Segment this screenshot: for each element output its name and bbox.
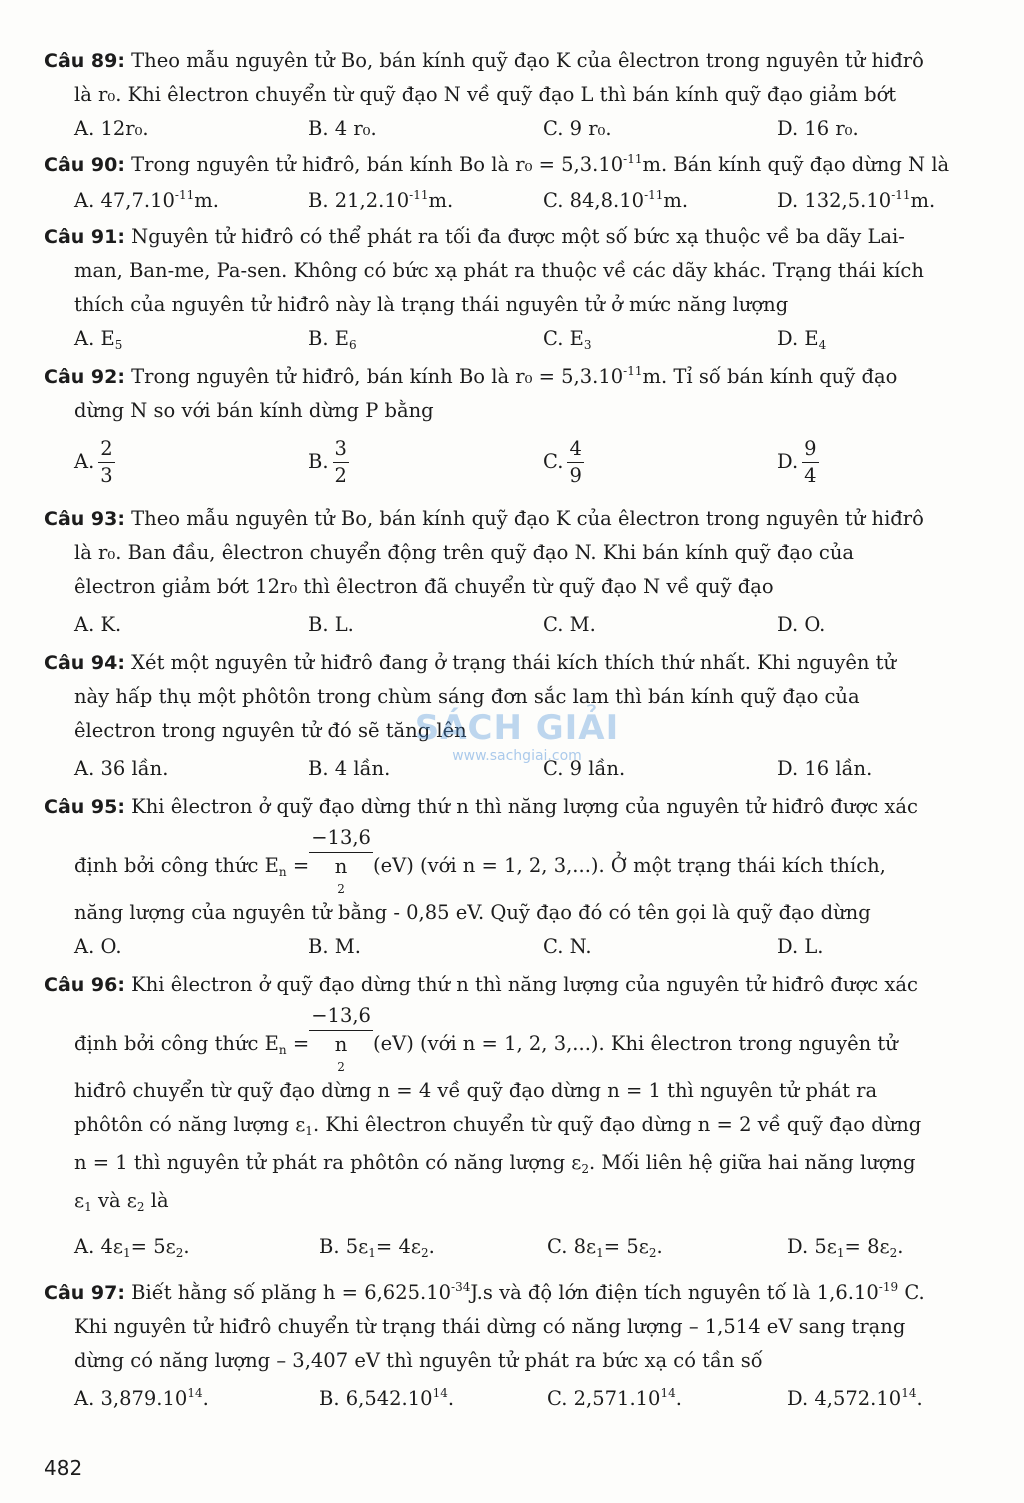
question-94	[44, 646, 989, 748]
question-text: dừng N so với bán kính dừng P bằng	[74, 399, 434, 422]
energy-fraction: −13,6 n $^2$	[311, 1004, 371, 1074]
option-a[interactable]: A. $47,7.10^{-11}m$.	[74, 188, 219, 212]
option-c[interactable]: C. N.	[543, 935, 592, 958]
question-89	[44, 44, 989, 112]
question-text: êlectron trong nguyên tử đó sẽ tăng lên	[74, 719, 467, 742]
question-text: êlectron giảm bớt 12r₀ thì êlectron đã chuyển từ quỹ đạo N về quỹ đạo	[74, 575, 774, 598]
option-d[interactable]: D. 4,572.10$^{14}$.	[787, 1386, 923, 1410]
option-b[interactable]: B. 6,542.10$^{14}$.	[319, 1386, 455, 1410]
question-text: man, Ban-me, Pa-sen. Không có bức xạ phát ra thuộc về các dãy khác. Trạng thái kích	[74, 259, 924, 282]
question-91	[44, 220, 989, 322]
watermark-logo: SÁCH GIẢI	[414, 708, 620, 748]
exponent: -11	[623, 152, 643, 166]
option-a[interactable]: A. $E_5$	[74, 327, 123, 352]
option-a[interactable]: A. $\frac{2}{3}$	[74, 437, 113, 487]
question-text: Theo mẫu nguyên tử Bo, bán kính quỹ đạo K của êlectron trong nguyên tử hiđrô	[124, 49, 924, 72]
energy-symbol: $E_n$	[264, 854, 287, 879]
question-text: là r₀. Khi êlectron chuyển từ quỹ đạo N về quỹ đạo L thì bán kính quỹ đạo giảm bớt	[74, 83, 897, 106]
option-a[interactable]: A. 36 lần.	[74, 757, 169, 780]
question-text: Trong nguyên tử hiđrô, bán kính Bo là r₀ = 5,3.10	[124, 153, 624, 176]
option-c[interactable]: C. $\frac{4}{9}$	[543, 437, 582, 487]
option-a[interactable]: A. O.	[74, 935, 122, 958]
option-b[interactable]: B. $E_6$	[308, 327, 357, 352]
question-text: Khi nguyên tử hiđrô chuyển từ trạng thái dừng có năng lượng – 1,514 eV sang trạng	[74, 1315, 906, 1338]
option-a[interactable]: A. K.	[74, 613, 122, 636]
option-c[interactable]: C. $E_3$	[543, 327, 592, 352]
option-c[interactable]: C. M.	[543, 613, 596, 636]
option-d[interactable]: D. $5\varepsilon_1= 8\varepsilon_2$.	[787, 1235, 904, 1260]
question-text: thích của nguyên tử hiđrô này là trạng thái nguyên tử ở mức năng lượng	[74, 293, 789, 316]
question-text: m. Tỉ số bán kính quỹ đạo	[642, 365, 898, 388]
formula-line: định bởi công thức $E_n$ = −13,6 n $^2$ (eV) (với n = 1, 2, 3,...). Khi êlectron trong nguyên tử	[44, 1002, 989, 1066]
options-96	[74, 1230, 989, 1264]
option-d[interactable]: D. L.	[777, 935, 824, 958]
question-label: Câu 94:	[44, 652, 125, 674]
formula-line: định bởi công thức $E_n$ = −13,6 n $^2$ (eV) (với n = 1, 2, 3,...). Ở một trạng thái kích thích,	[44, 824, 989, 888]
question-92	[44, 360, 989, 428]
question-text: Khi êlectron ở quỹ đạo dừng thứ n thì năng lượng của nguyên tử hiđrô được xác	[124, 795, 918, 818]
option-d[interactable]: D. 16 lần.	[777, 757, 873, 780]
question-text: m. Bán kính quỹ đạo dừng N là	[642, 153, 950, 176]
question-text: hiđrô chuyển từ quỹ đạo dừng n = 4 về quỹ đạo dừng n = 1 thì nguyên tử phát ra	[74, 1079, 878, 1102]
page-number: 482	[44, 1456, 83, 1480]
watermark-url: www.sachgiai.com	[452, 748, 582, 764]
option-b[interactable]: B. $\frac{3}{2}$	[308, 437, 347, 487]
question-label: Câu 89:	[44, 50, 125, 72]
energy-symbol: $E_n$	[264, 1032, 287, 1057]
option-b[interactable]: B. $21,2.10^{-11}m$.	[308, 188, 454, 212]
question-label: Câu 97:	[44, 1282, 125, 1304]
option-c[interactable]: C. $84,8.10^{-11}m$.	[543, 188, 689, 212]
question-label: Câu 91:	[44, 226, 125, 248]
option-b[interactable]: B. M.	[308, 935, 361, 958]
question-text: C.	[898, 1281, 925, 1304]
question-text: J.s và độ lớn điện tích nguyên tố là 1,6.10	[470, 1281, 879, 1304]
option-c[interactable]: C. 2,571.10$^{14}$.	[547, 1386, 682, 1410]
option-d[interactable]: D. $\frac{9}{4}$	[777, 437, 817, 487]
option-d[interactable]: D. O.	[777, 613, 826, 636]
question-text: Trong nguyên tử hiđrô, bán kính Bo là r₀ = 5,3.10	[124, 365, 624, 388]
question-text: là r₀. Ban đầu, êlectron chuyển động trên quỹ đạo N. Khi bán kính quỹ đạo của	[74, 541, 855, 564]
question-label: Câu 92:	[44, 366, 125, 388]
question-label: Câu 93:	[44, 508, 125, 530]
options-90	[74, 184, 989, 218]
option-a[interactable]: A. 3,879.10$^{14}$.	[74, 1386, 209, 1410]
question-96	[44, 968, 989, 1218]
options-91	[74, 322, 989, 356]
options-94	[74, 752, 989, 786]
question-text: Theo mẫu nguyên tử Bo, bán kính quỹ đạo K của êlectron trong nguyên tử hiđrô	[124, 507, 924, 530]
question-text: này hấp thụ một phôtôn trong chùm sáng đơn sắc lam thì bán kính quỹ đạo của	[74, 685, 860, 708]
question-text: Khi êlectron ở quỹ đạo dừng thứ n thì năng lượng của nguyên tử hiđrô được xác	[124, 973, 918, 996]
question-text: năng lượng của nguyên tử bằng - 0,85 eV. Quỹ đạo đó có tên gọi là quỹ đạo dừng	[74, 901, 871, 924]
options-97	[74, 1382, 989, 1416]
option-d[interactable]: D. 16 r₀.	[777, 117, 859, 140]
option-a[interactable]: A. $4\varepsilon_1= 5\varepsilon_2$.	[74, 1235, 190, 1260]
question-label: Câu 90:	[44, 154, 125, 176]
question-text: Nguyên tử hiđrô có thể phát ra tối đa được một số bức xạ thuộc về ba dãy Lai-	[124, 225, 905, 248]
question-label: Câu 96:	[44, 974, 125, 996]
energy-fraction: −13,6 n $^2$	[311, 826, 371, 896]
question-label: Câu 95:	[44, 796, 125, 818]
question-95	[44, 790, 989, 930]
question-93	[44, 502, 989, 604]
question-text: n = 1 thì nguyên tử phát ra phôtôn có năng lượng $\varepsilon_2$. Mối liên hệ giữa hai năng lượng	[74, 1151, 916, 1176]
options-89	[74, 112, 989, 146]
question-text: $\varepsilon_1$ và $\varepsilon_2$ là	[74, 1189, 169, 1214]
options-93	[74, 608, 989, 642]
question-text: Biết hằng số plăng h = 6,625.10	[124, 1281, 452, 1304]
question-97	[44, 1276, 989, 1378]
exponent: -19	[878, 1280, 899, 1294]
options-92	[74, 434, 989, 490]
question-text: dừng có năng lượng – 3,407 eV thì nguyên tử phát ra bức xạ có tần số	[74, 1349, 763, 1372]
option-b[interactable]: B. $5\varepsilon_1= 4\varepsilon_2$.	[319, 1235, 435, 1260]
option-b[interactable]: B. 4 r₀.	[308, 117, 377, 140]
option-c[interactable]: C. 9 r₀.	[543, 117, 612, 140]
exponent: -34	[451, 1280, 471, 1294]
option-c[interactable]: C. $8\varepsilon_1= 5\varepsilon_2$.	[547, 1235, 663, 1260]
question-90	[44, 148, 989, 182]
option-d[interactable]: D. $E_4$	[777, 327, 827, 352]
option-d[interactable]: D. $132,5.10^{-11}m$.	[777, 188, 936, 212]
option-b[interactable]: B. L.	[308, 613, 354, 636]
question-text: Xét một nguyên tử hiđrô đang ở trạng thái kích thích thứ nhất. Khi nguyên tử	[124, 651, 897, 674]
option-b[interactable]: B. 4 lần.	[308, 757, 391, 780]
question-text: phôtôn có năng lượng $\varepsilon_1$. Khi êlectron chuyển từ quỹ đạo dừng n = 2 về quỹ đạo dừng	[74, 1113, 922, 1138]
options-95	[74, 930, 989, 964]
exponent: -11	[623, 364, 643, 378]
option-a[interactable]: A. 12r₀.	[74, 117, 149, 140]
option-c[interactable]: C. 9 lần.	[543, 757, 626, 780]
